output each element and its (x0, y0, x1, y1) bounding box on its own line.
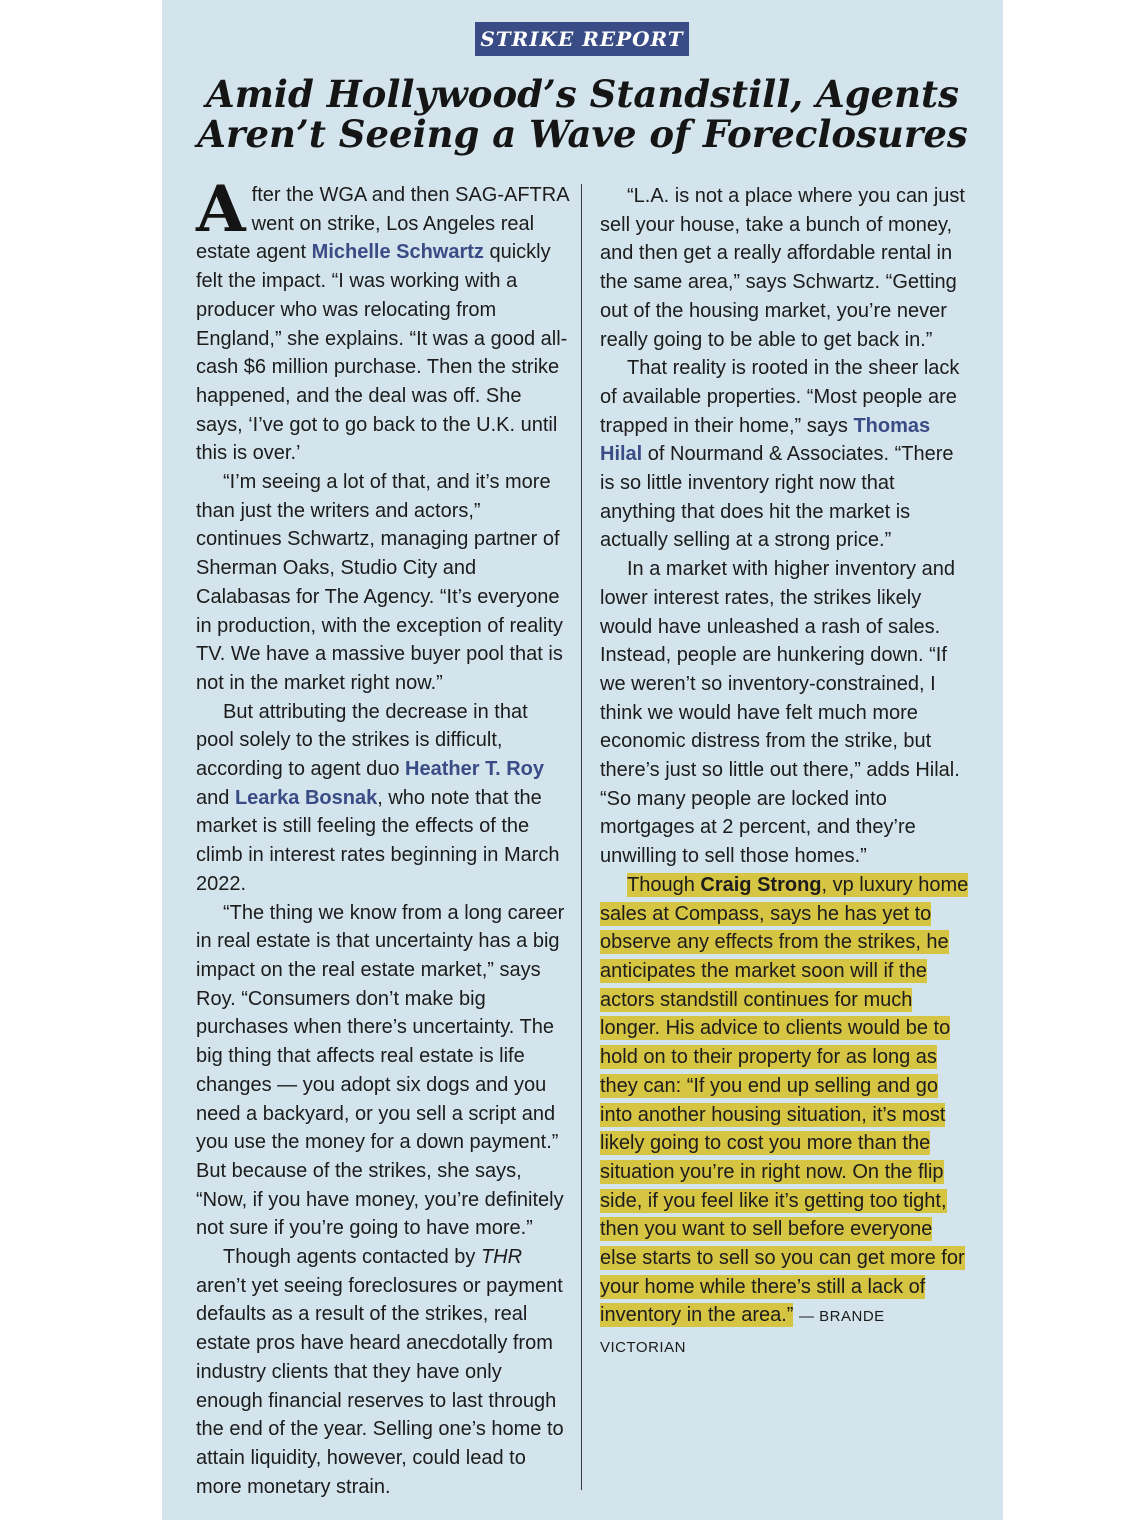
person-name-learka-bosnak: Learka Bosnak (234, 786, 378, 809)
publication-name: THR (480, 1246, 523, 1269)
paragraph-9-highlighted (600, 871, 972, 1363)
paragraph-4: “The thing we know from a long career in real estate is that uncertainty has a big impact on the real estate market,” says Roy. “Consumers don’t make big purchases when there’s uncertainty. The big thing that affects real estate is life changes — you adopt six dogs and you need a backyard, or you sell a script and you use the money for a down payment.” But because of the strikes, she says, “Now, if you have money, you’re definitely not sure if you’re going to have more.” (196, 901, 565, 1240)
paragraph-7-text-a: That reality is rooted in the sheer lack of available properties. “Most people are trapped in their home,” says (600, 357, 960, 437)
column-right (600, 182, 972, 1363)
drop-cap: A (196, 172, 246, 247)
person-name-heather-roy: Heather T. Roy (405, 758, 544, 781)
byline: — BRANDE VICTORIAN (600, 1308, 885, 1357)
paragraph-2: “I’m seeing a lot of that, and it’s more than just the writers and actors,” continues Schwartz, managing partner of Sherman Oaks, Studio City and Calabasas for The Agency. “It’s everyone in production, with the exception of reality TV. We have a massive buyer pool that is not in the market right now.” (196, 471, 563, 694)
paragraph-3-text-c: , who note that the market is still feeling the effects of the climb in interest rates beginning in March 2022. (196, 786, 560, 895)
paragraph-9-text-b: , vp luxury home sales at Compass, says he has yet to observe any effects from the strikes, he anticipates the market soon will if the actors standstill continues for much longer. His advice to clients would be to hold on to their property for as long as they can: “If you end up selling and go into another housing situation, it’s most likely going to cost you more than the situation you’re in right now. On the flip side, if you feel like it’s getting too tight, then you want to sell before everyone else starts to sell so you can get more for your home while there’s still a lack of inventory in the area.” (600, 873, 969, 1327)
highlighted-passage (600, 873, 968, 1328)
paragraph-1 (196, 172, 570, 468)
headline-line-2: Aren’t Seeing a Wave of Foreclosures (197, 112, 968, 156)
paragraph-5-text-b: aren’t yet seeing foreclosures or payment defaults as a result of the strikes, real estate pros have heard anecdotally from industry clients that they have only enough financial reserves to last through the end of the year. Selling one’s home to attain liquidity, however, could lead to more monetary strain. (196, 1274, 564, 1498)
paragraph-7 (600, 354, 972, 555)
paragraph-7-text-b: of Nourmand & Associates. “There is so little inventory right now that anything that does hit the market is actually selling at a strong price.” (600, 443, 954, 552)
column-divider (581, 184, 582, 1490)
paragraph-8: In a market with higher inventory and lower interest rates, the strikes likely would have unleashed a rash of sales. Instead, people are hunkering down. “If we weren’t so inventory-constrained, I think we would have felt much more economic distress from the strike, but there’s just so little out there,” adds Hilal. “So many people are locked into mortgages at 2 percent, and they’re unwilling to sell those homes.” (600, 558, 960, 868)
person-name-thomas-hilal: Thomas Hilal (600, 414, 931, 466)
paragraph-5-text-a: Though agents contacted by (223, 1246, 481, 1269)
paragraph-3-text-b: and (196, 786, 235, 809)
headline-line-1: Amid Hollywood’s Standstill, Agents (206, 72, 959, 116)
paragraph-1-text-a: fter the WGA and then SAG-AFTRA went on strike, Los Angeles real estate agent (196, 184, 569, 264)
section-kicker: STRIKE REPORT (475, 22, 689, 56)
paragraph-3 (196, 698, 570, 899)
person-name-craig-strong: Craig Strong (700, 873, 822, 896)
column-left (196, 172, 570, 1501)
paragraph-5 (196, 1243, 570, 1501)
paragraph-9-text-a: Though (627, 873, 701, 896)
person-name-michelle-schwartz: Michelle Schwartz (311, 241, 484, 264)
paragraph-3-text-a: But attributing the decrease in that pool solely to the strikes is difficult, according to agent duo (196, 700, 528, 781)
paragraph-1-text-b: quickly felt the impact. “I was working with a producer who was relocating from England,” she explains. “It was a good all-cash $6 million purchase. Then the strike happened, and the deal was off. She says, ‘I’ve got to go back to the U.K. until this is over.’ (196, 241, 568, 465)
headline (162, 74, 1003, 154)
paragraph-6: “L.A. is not a place where you can just sell your house, take a bunch of money, and then get a really affordable rental in the same area,” says Schwartz. “Getting out of the housing market, you’re never really going to be able to get back in.” (600, 185, 965, 351)
